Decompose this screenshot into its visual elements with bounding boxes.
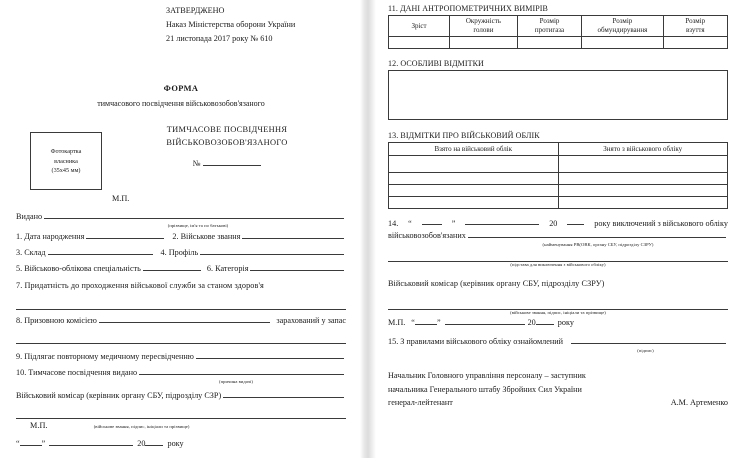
certificate-number-row <box>108 158 346 170</box>
field-4-label: 4. Профіль <box>160 247 199 257</box>
signatory-line-1: Начальник Головного управління персоналу – заступник <box>388 371 586 381</box>
section-14-caption-2: (підстава для виключення з військового обліку) <box>510 262 606 268</box>
right-commissar-label: Військовий комісар (керівник органу СБУ, підрозділу СЗРУ) <box>388 278 605 288</box>
cell-deregistered[interactable] <box>558 156 728 173</box>
cell-registered[interactable] <box>389 185 559 197</box>
section-14-number: 14. <box>388 219 399 228</box>
cell-uniform-size[interactable] <box>582 37 663 49</box>
section-14-line-2 <box>388 230 728 242</box>
section-14-subject-label: військовозобов'язаних <box>388 230 466 240</box>
section-14-day-blank[interactable] <box>422 218 442 225</box>
page-right <box>376 0 740 458</box>
field-2-blank[interactable] <box>242 232 344 239</box>
section-14-year-prefix: 20 <box>549 219 558 228</box>
section-12-heading: 12. ОСОБЛИВІ ВІДМІТКИ <box>388 59 484 68</box>
signatory-rank: генерал-лейтенант <box>388 397 453 407</box>
section-15-caption: (підпис) <box>637 347 654 353</box>
approval-line-2: Наказ Міністерства оборони України <box>166 20 296 30</box>
cell-deregistered[interactable] <box>558 197 728 209</box>
field-7-label: 7. Придатність до проходження військової служби за станом здоров'я <box>16 281 264 291</box>
table-row[interactable] <box>389 156 728 173</box>
date-day-blank[interactable] <box>20 439 42 446</box>
column-header-shoe-size: Розмір взуття <box>663 16 727 37</box>
section-14-line-1 <box>388 218 728 230</box>
field-issued-blank[interactable] <box>44 213 344 220</box>
table-row[interactable] <box>389 37 728 49</box>
anthropometric-table <box>388 15 728 49</box>
commissar-label: Військовий комісар (керівник органу СБУ, підрозділу СЗР) <box>16 391 222 401</box>
column-header-deregistered-text: Знято з військового обліку <box>603 144 683 153</box>
photo-line-1: Фотокартка <box>50 147 82 155</box>
right-commissar-signature-line[interactable] <box>388 299 728 310</box>
stamp-caption-row <box>16 420 346 432</box>
commissar-row <box>16 390 346 401</box>
field-8-row <box>16 315 346 326</box>
field-1-label: 1. Дата народження <box>16 231 85 241</box>
signatory-line-2: начальника Генерального штабу Збройних Сил України <box>388 384 582 394</box>
registration-marks-table <box>388 142 728 209</box>
approval-line-1: ЗАТВЕРДЖЕНО <box>166 6 225 15</box>
right-date-month-blank[interactable] <box>445 318 525 325</box>
field-4-blank[interactable] <box>200 248 344 255</box>
section-14-quote-close: ” <box>451 219 456 228</box>
section-14-year-blank[interactable] <box>567 218 584 225</box>
section-14-month-blank[interactable] <box>465 218 539 225</box>
field-issued-row <box>16 211 346 222</box>
right-date-year-blank[interactable] <box>536 318 554 325</box>
column-header-registered-text: Взято на військовий облік <box>434 144 513 153</box>
right-stamp-label: М.П. <box>388 317 406 327</box>
section-14-quote-open: “ <box>408 219 412 228</box>
certificate-number-blank[interactable] <box>203 159 261 166</box>
section-11-heading: 11. ДАНІ АНТРОПОМЕТРИЧНИХ ВИМІРІВ <box>388 4 548 13</box>
cell-deregistered[interactable] <box>558 185 728 197</box>
form-title: ФОРМА <box>163 84 199 94</box>
section-13-heading: 13. ВІДМІТКИ ПРО ВІЙСЬКОВИЙ ОБЛІК <box>388 131 540 140</box>
left-fields <box>16 211 346 449</box>
right-date-quote-open: “ <box>411 317 415 327</box>
signatory-line-3-row <box>388 396 728 409</box>
field-5-blank[interactable] <box>143 264 201 271</box>
cell-registered[interactable] <box>389 197 559 209</box>
field-7-blank[interactable] <box>16 299 346 310</box>
table-row[interactable] <box>389 185 728 197</box>
photo-line-3: (35х45 мм) <box>51 167 81 175</box>
section-14-reason-blank[interactable] <box>388 251 728 262</box>
certificate-title <box>102 124 346 169</box>
cell-registered[interactable] <box>389 173 559 185</box>
section-14-caption-1: (найменування РВ(ОВК, органу СБУ, підрозділу СЗРУ) <box>542 241 654 247</box>
date-year-blank[interactable] <box>145 439 163 446</box>
table-row[interactable] <box>389 197 728 209</box>
section-15-blank[interactable] <box>571 337 726 344</box>
date-month-blank[interactable] <box>49 439 133 446</box>
date-row <box>16 438 346 449</box>
field-6-label: 6. Категорія <box>206 264 249 274</box>
field-10-row <box>16 367 346 378</box>
section-14 <box>388 218 728 268</box>
page-left <box>0 0 360 458</box>
field-3-blank[interactable] <box>48 248 153 255</box>
field-9-blank[interactable] <box>196 352 344 359</box>
table-header-row <box>389 143 728 156</box>
field-10-label: 10. Тимчасове посвідчення видано <box>16 367 138 377</box>
date-quote-close: ” <box>41 438 46 448</box>
certificate-number-label: № <box>192 158 201 168</box>
field-1-2-row <box>16 231 346 242</box>
field-1-blank[interactable] <box>86 232 164 239</box>
section-14-org-blank[interactable] <box>468 231 726 238</box>
form-subtitle: тимчасового посвідчення військовозобов'язаного <box>97 99 265 109</box>
field-8-suffix: зарахований у запас <box>276 315 346 325</box>
table-header-row <box>389 16 728 37</box>
field-10-blank[interactable] <box>139 368 344 375</box>
commissar-signature-line[interactable] <box>16 408 346 419</box>
right-date-quote-close: ” <box>436 317 441 327</box>
commissar-blank[interactable] <box>223 392 344 399</box>
stamp-label-bottom: М.П. <box>30 421 48 431</box>
column-header-head-circumference: Окружність голови <box>450 16 518 37</box>
approval-line-3: 21 листопада 2017 року № 610 <box>166 34 273 44</box>
cell-shoe-size[interactable] <box>663 37 727 49</box>
table-row[interactable] <box>389 173 728 185</box>
right-date-year-suffix: року <box>557 317 574 327</box>
field-issued-caption: (прізвище, ім'я та по батькові) <box>167 223 229 229</box>
stamp-label-top: М.П. <box>112 194 130 204</box>
section-15-label: 15. З правилами військового обліку ознайомлений <box>388 336 563 346</box>
cell-deregistered[interactable] <box>558 173 728 185</box>
certificate-title-line-2: ВІЙСЬКОВОЗОБОВ'ЯЗАНОГО <box>166 137 288 147</box>
photo-placeholder-box <box>30 132 102 190</box>
column-header-gasmask-size: Розмір протигаза <box>517 16 581 37</box>
right-date-day-blank[interactable] <box>415 318 437 325</box>
field-issued-label: Видано <box>16 212 43 222</box>
certificate-title-line-1: ТИМЧАСОВЕ ПОСВІДЧЕННЯ <box>166 125 288 135</box>
field-2-label: 2. Військове звання <box>172 231 241 241</box>
cell-gasmask-size[interactable] <box>517 37 581 49</box>
cell-registered[interactable] <box>389 156 559 173</box>
signatory-block <box>388 369 728 409</box>
signatory-name: А.М. Артеменко <box>670 397 728 407</box>
section-15-row <box>388 336 728 347</box>
right-date-year-prefix: 20 <box>527 317 536 327</box>
field-8-label: 8. Призовною комісією <box>16 315 97 325</box>
section-14-text: року виключений з військового обліку <box>594 219 728 228</box>
field-3-4-row <box>16 247 346 258</box>
photo-line-2: власника <box>54 157 78 165</box>
date-year-suffix: року <box>167 438 184 448</box>
approval-block <box>166 4 346 46</box>
cell-height[interactable] <box>389 37 450 49</box>
commissar-caption: (військове звання, підпис, ініціали та прізвище) <box>93 424 190 430</box>
field-9-row <box>16 351 346 362</box>
field-9-label: 9. Підлягає повторному медичному пересвідченню <box>16 351 194 361</box>
right-stamp-date-row <box>388 317 728 328</box>
right-commissar-caption: (військове звання, підпис, ініціали та прізвище) <box>510 310 606 316</box>
date-year-prefix: 20 <box>137 438 146 448</box>
date-quote-open: “ <box>16 438 20 448</box>
field-5-label: 5. Військово-облікова спеціальність <box>16 264 141 274</box>
field-8-blank[interactable] <box>99 316 271 323</box>
column-header-height-text: Зріст <box>411 21 427 30</box>
cell-head-circumference[interactable] <box>450 37 518 49</box>
field-10-caption: (причина видачі) <box>219 378 253 384</box>
field-5-6-row <box>16 263 346 274</box>
field-8-blank-second[interactable] <box>16 333 346 344</box>
page-gutter <box>360 0 376 458</box>
special-marks-box[interactable] <box>388 70 728 120</box>
field-3-label: 3. Склад <box>16 247 46 257</box>
column-header-registered <box>389 143 559 156</box>
column-header-height <box>389 16 450 37</box>
photo-and-title-row <box>16 124 346 190</box>
field-6-blank[interactable] <box>250 264 344 271</box>
column-header-uniform-size: Розмір обмундирування <box>582 16 663 37</box>
column-header-deregistered <box>558 143 728 156</box>
